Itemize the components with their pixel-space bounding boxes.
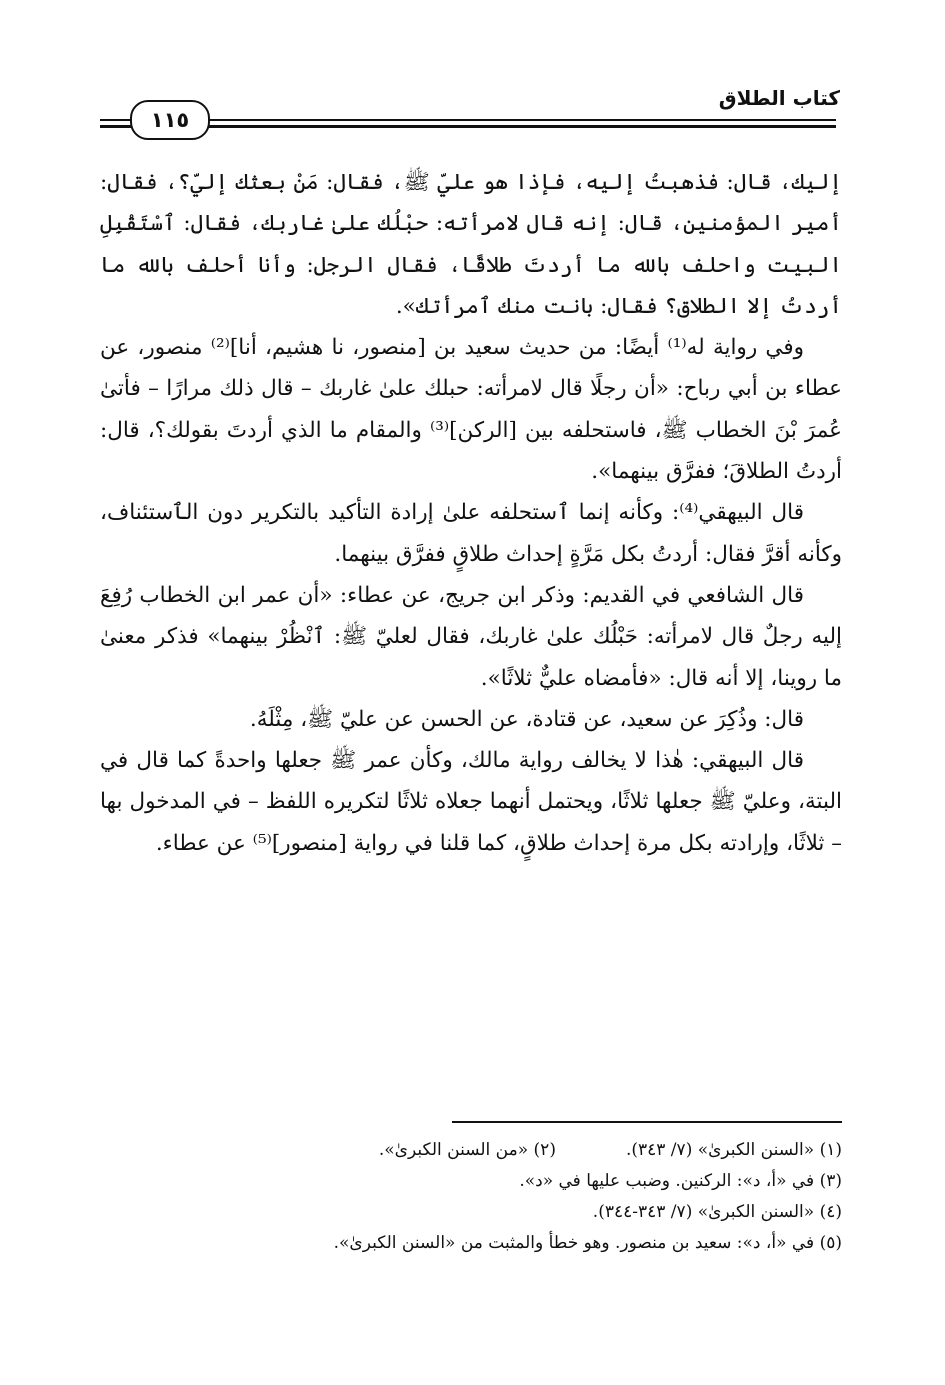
running-header-title: كتاب الطلاق bbox=[718, 86, 840, 110]
footnote-4: (٤) «السنن الكبرىٰ» (٧/ ٣٤٣-٣٤٤). bbox=[592, 1202, 842, 1222]
footnote-1: (١) «السنن الكبرىٰ» (٧/ ٣٤٣). bbox=[625, 1140, 842, 1160]
paragraph: قال البيهقي⁽⁴⁾: وكأنه إنما ٱستحلفه علىٰ إرادة التأكيد بالتكرير دون الٱستئناف، وكأنه أقرَّ فقال: أردتُ بكل مَرَّةٍ إحداث طلاقٍ ففرَّق بينهما. bbox=[100, 500, 842, 567]
footnote-2: (٢) «من السنن الكبرىٰ». bbox=[378, 1140, 556, 1160]
footnote-separator bbox=[452, 1121, 842, 1123]
paragraph: وفي رواية له⁽¹⁾ أيضًا: من حديث سعيد بن [منصور، نا هشيم، أنا]⁽²⁾ منصور، عن عطاء بن أبي رباح: «أن رجلًا قال لامرأته: حبلك علىٰ غاربك – قال ذلك مرارًا – فأتىٰ عُمرَ بْنَ الخطاب ﷺ، فاستحلفه بين [الركن]⁽³⁾ والمقام ما الذي أردتَ بقولك؟، قال: أردتُ الطلاقَ؛ ففرَّق بينهما». bbox=[100, 335, 842, 485]
paragraph: قال الشافعي في القديم: وذكر ابن جريج، عن عطاء: «أن عمر ابن الخطاب رُفِعَ إليه رجلٌ قال لامرأته: حَبْلُك علىٰ غاربك، فقال لعليّ ﷺ: ٱنْظُرْ بينهما» فذكر معنىٰ ما روينا، إلا أنه قال: «فأمضاه عليٌّ ثلاثًا». bbox=[100, 582, 842, 691]
footnotes bbox=[100, 1135, 842, 1259]
paragraph: قال: وذُكِرَ عن سعيد، عن قتادة، عن الحسن عن عليّ ﷺ، مِثْلَهُ. bbox=[249, 706, 804, 732]
header-rule-thick bbox=[100, 125, 836, 128]
body-text bbox=[100, 162, 842, 864]
page-number: ١١٥ bbox=[150, 108, 190, 132]
footnote-row bbox=[100, 1135, 842, 1166]
paragraph: قال البيهقي: هٰذا لا يخالف رواية مالك، وكأن عمر ﷺ جعلها واحدةً كما قال في البتة، وعليّ ﷺ جعلها ثلاثًا، ويحتمل أنهما جعلاه ثلاثًا لتكريره اللفظ – في المدخول بها – ثلاثًا، وإرادته بكل مرة إحداث طلاقٍ، كما قلنا في رواية [منصور]⁽⁵⁾ عن عطاء. bbox=[100, 748, 842, 856]
footnote-5: (٥) في «أ، د»: سعيد بن منصور. وهو خطأ والمثبت من «السنن الكبرىٰ». bbox=[333, 1233, 842, 1253]
paragraph: إليك، قال: فذهبتُ إليه، فإذا هو عليّ ﷺ، فقال: مَنْ بعثك إليّ؟، فقال: أمير المؤمنين، قال: إنه قال لامرأته: حبْلُك علىٰ غاربك، فقال: ٱسْتَقْبِلِ البيت واحلف بالله ما أردتَ طلاقًا، فقال الرجل: وأنا أحلف بالله ما أردتُ إلا الطلاق؟ فقال: بانت منك ٱمرأتك». bbox=[100, 170, 842, 319]
footnote-3: (٣) في «أ، د»: الركنين. وضبب عليها في «د». bbox=[519, 1171, 842, 1191]
page-number-badge bbox=[130, 100, 210, 140]
header-rule-thin bbox=[100, 119, 836, 121]
